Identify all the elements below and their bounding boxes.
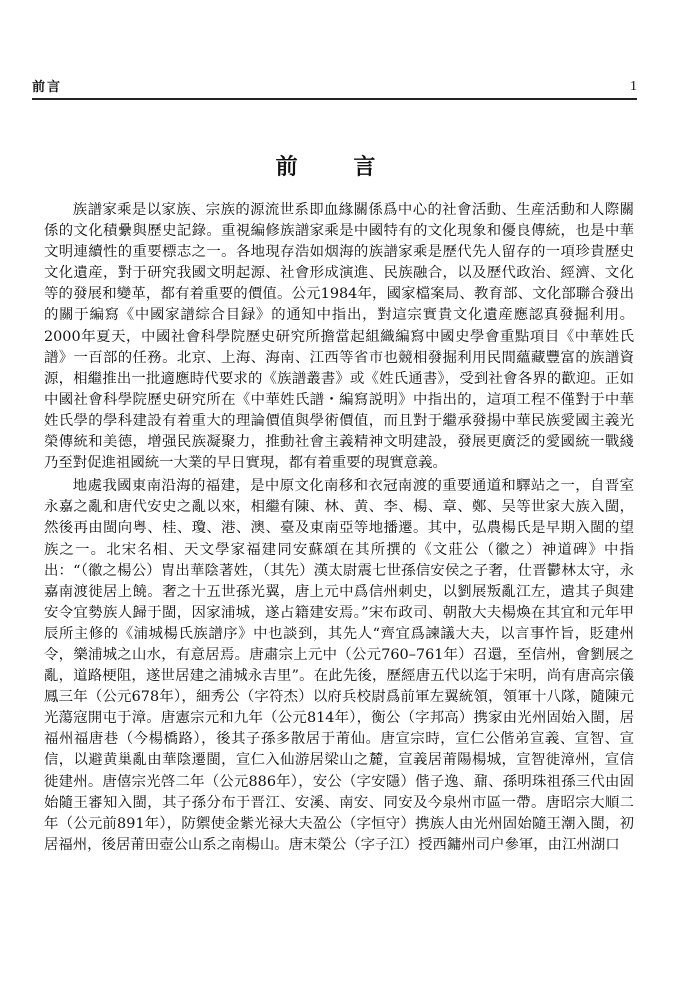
paragraph: 地處我國東南沿海的福建，是中原文化南移和衣冠南渡的重要通道和驛站之一，自晋室永嘉之亂和唐代安史之亂以來，相繼有陳、林、黄、李、楊、章、鄭、吴等世家大族入閩，然後再由閩向粤、桂、瓊、港、澳、臺及東南亞等地播遷。其中，弘農楊氏是早期入閩的望族之一。北宋名相、天文學家福建同安蘇頌在其所撰的《文莊公（徽之）神道碑》中指出：“（徽之楊公）冑出華陰著姓，（其先）漢太尉震七世孫信安侯之子奢，仕晋鬱林太守，永嘉南渡徙居上饒。奢之十五世孫光翼，唐上元中爲信州刺史，以劉展叛亂江左，遣其子與建安令宜勢族人歸于閩，因家浦城，遂占籍建安焉。”宋布政司、朝散大夫楊煥在其宜和元年甲辰所主修的《浦城楊氏族譜序》中也談到，其先人“齊宜爲諫議大夫，以言事忤旨，貶建州令，樂浦城之山水，有意居焉。唐肅宗上元中（公元760–761年）召還，至信州，會劉展之亂，道路梗阻，遂世居建之浦城永吉里”。在此先後，歷經唐五代以迄于宋明，尚有唐高宗儀鳳三年（公元678年），細秀公（字符杰）以府兵校尉爲前軍左翼統領，領軍十八隊，隨陳元光蕩寇開屯于漳。唐憲宗元和九年（公元814年），衡公（字邦高）携家由光州固始入閩，居福州福唐巷（今楊橋路），後其子孫多散居于莆仙。唐宣宗時，宣仁公偕弟宣義、宣智、宣信，以避黄巢亂由華陰遷閩，宣仁入仙游居梁山之麓，宣義居莆陽楊城，宣智徙漳州，宣信徙建州。唐僖宗光啓二年（公元886年），安公（字安隱）偕子逸、鼐、孫明珠祖孫三代由固始隨王審知入閩，其子孫分布于晋江、安溪、南安、同安及今泉州市區一帶。唐昭宗大順二年（公元前891年），防禦使金紫光禄大夫盈公（字恒守）携族人由光州固始隨王潮入閩，初居福州，後居莆田壺公山系之南楊山。唐末榮公（字子江）授西鏞州司户參軍，由江州湖口	[44, 478, 634, 853]
page-number: 1	[630, 79, 637, 94]
paragraph: 族譜家乘是以家族、宗族的源流世系即血緣關係爲中心的社會活動、生産活動和人際關係的文化積纍與歷史記錄。重視編修族譜家乘是中國特有的文化現象和優良傳統，也是中華文明連續性的重要標志之一。各地現存浩如烟海的族譜家乘是歷代先人留存的一項珍貴歷史文化遺産，對于研究我國文明起源、社會形成演進、民族融合，以及歷代政治、經濟、文化等的發展和變革，都有着重要的價值。公元1984年，國家檔案局、教育部、文化部聯合發出的關于編寫《中國家譜綜合目録》的通知中指出，對這宗實貴文化遺産應認真發掘利用。2000年夏天，中國社會科學院歷史研究所擔當起組織編寫中國史學會重點項目《中華姓氏譜》一百部的任務。北京、上海、海南、江西等省市也競相發掘利用民間蘊藏豐富的族譜資源，相繼推出一批適應時代要求的《族譜叢書》或《姓氏通書》，受到社會各界的歡迎。正如中國社會科學院歷史研究所在《中華姓氏譜・編寫説明》中指出的，這項工程不僅對于中華姓氏學的學科建設有着重大的理論價值與學術價值，而且對于繼承發揚中華民族愛國主義光榮傳統和美德，增强民族凝聚力，推動社會主義精神文明建設，發展更廣泛的愛國統一戰綫乃至對促進祖國統一大業的早日實現，都有着重要的現實意義。	[44, 202, 634, 472]
header-section-title: 前言	[32, 80, 63, 95]
body-text	[44, 200, 634, 856]
chapter-title: 前 言	[275, 154, 400, 180]
running-header	[32, 76, 637, 100]
